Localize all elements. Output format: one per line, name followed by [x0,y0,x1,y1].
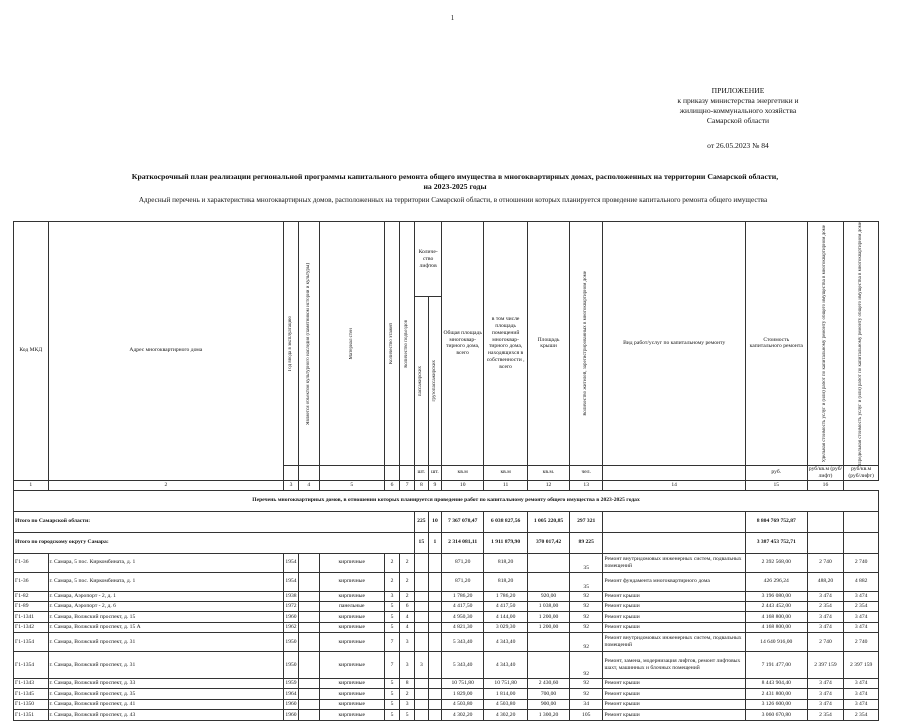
row-address: г. Самара, Волжский проспект, д. 41 [48,699,284,709]
row-area-owned: 818,20 [484,572,528,591]
row-code: Г1-1354 [14,633,49,652]
row-heritage [298,679,319,689]
row-roof-area: 900,00 [528,699,570,709]
row-area-owned: 3 029,30 [484,622,528,632]
total-residents: 297 321 [569,511,603,532]
row-lifts-cargo [428,601,442,611]
row-code: Г1-1343 [14,679,49,689]
row-lifts-cargo [428,652,442,679]
row-residents: 92 [569,689,603,699]
unit-pcs: шт. [415,465,429,480]
row-code: Г1-1354 [14,652,49,679]
title-line: Краткосрочный план реализации региональной программы капитального ремонта общего имущества в многоквартирных домах, расположенных на территории Самарской области, [131,172,779,181]
row-code: Г1-36 [14,553,49,572]
row-material: кирпичные [319,612,384,622]
row-unit-cost: 3 474 [807,612,844,622]
row-lifts-pass [415,689,429,699]
row-year: 1960 [284,699,299,709]
row-unit-cost: 3 474 [807,699,844,709]
appendix-block [648,86,828,151]
column-number: 2 [48,480,284,490]
table-row [14,591,879,601]
row-lifts-cargo [428,710,442,720]
total-region-label: Итого по Самарской области: [14,511,415,532]
header-code: Код МКД [14,222,49,481]
row-unit-cost: 3 474 [807,622,844,632]
row-roof-area: 920,00 [528,591,570,601]
title-line: на 2023-2025 годы [423,182,487,191]
row-lifts-cargo [428,622,442,632]
row-residents: 35 [569,572,603,591]
page-number: 1 [450,14,455,22]
row-material: кирпичные [319,699,384,709]
table-row [14,612,879,622]
row-unit-cost: 2 354 [807,601,844,611]
row-code: Г1-1351 [14,710,49,720]
row-residents: 92 [569,633,603,652]
row-unit-cost: 2 740 [807,553,844,572]
row-work-type: Ремонт крыши [603,679,745,689]
row-area-total: 4 503,80 [442,699,484,709]
column-number: 7 [400,480,415,490]
row-max-cost: 4 882 [844,572,879,591]
column-number: 5 [319,480,384,490]
row-max-cost: 3 474 [844,612,879,622]
unit-sqm: кв.м [484,465,528,480]
unit-rub-sqm: руб/кв.м (руб/лифт) [844,465,879,480]
row-max-cost: 2 740 [844,553,879,572]
row-address: г. Самара, Волжский проспект, д. 31 [48,633,284,652]
row-area-owned: 4 503,80 [484,699,528,709]
total-city-row [14,532,879,553]
header-entrances: Количество подъездов [404,319,410,368]
unit-pcs: шт. [428,465,442,480]
total-roof: 370 017,42 [528,532,570,553]
row-work-type: Ремонт, замена, модернизация лифтов, ремонт лифтовых шахт, машинных и блочных помещений [603,652,745,679]
total-cost: 3 387 453 752,71 [745,532,807,553]
row-floors: 2 [384,572,400,591]
unit-people: чел. [569,465,603,480]
row-entrances: 4 [400,612,415,622]
row-floors: 5 [384,679,400,689]
row-year: 1954 [284,572,299,591]
row-year: 1962 [284,622,299,632]
document-subtitle: Адресный перечень и характеристика многоквартирных домов, расположенных на территории Самарской области, в отношении которых планируется проведение капитального ремонта общего имущества [138,196,768,204]
row-lifts-cargo [428,699,442,709]
row-address: г. Самара, Волжский проспект, д. 33 [48,679,284,689]
row-floors: 7 [384,652,400,679]
table-row [14,633,879,652]
row-residents: 92 [569,652,603,679]
header-lifts-cargo: грузопассажирских [431,360,437,402]
row-code: Г1-1350 [14,699,49,709]
row-address: г. Самара, Волжский проспект, д. 15 А [48,622,284,632]
total-roof: 1 005 220,85 [528,511,570,532]
row-max-cost: 2 354 [844,601,879,611]
row-year: 1954 [284,553,299,572]
row-material: кирпичные [319,622,384,632]
row-cost: 2 443 452,00 [745,601,807,611]
row-heritage [298,591,319,601]
row-entrances: 8 [400,679,415,689]
row-lifts-pass: 3 [415,652,429,679]
header-lifts-pass: пассажирских [418,366,424,397]
row-work-type: Ремонт крыши [603,710,745,720]
table-row [14,679,879,689]
total-lifts-cargo: 1 [428,532,442,553]
header-lifts: Количе- ство лифтов [415,222,442,297]
row-work-type: Ремонт внутридомовых инженерных систем, подвальных помещений [603,553,745,572]
total-area-owned: 6 038 827,56 [484,511,528,532]
row-work-type: Ремонт фундамента многоквартирного дома [603,572,745,591]
row-code: Г1-1345 [14,689,49,699]
row-address: г. Самара, 5 пос. Киркомбината, д. 1 [48,572,284,591]
row-year: 1972 [284,601,299,611]
row-area-total: 4 821,30 [442,622,484,632]
row-unit-cost: 2 740 [807,633,844,652]
unit-rub: руб. [745,465,807,480]
row-material: кирпичные [319,591,384,601]
header-material: Материал стен [348,327,354,360]
row-floors: 5 [384,699,400,709]
row-residents: 92 [569,591,603,601]
header-unit-cost: Удельная стоимость услуг и (или) работ по капитальному ремонту общего имущества в многоквартирном доме [822,224,828,463]
row-floors: 2 [384,553,400,572]
row-address: г. Самара, Аэропорт - 2, д. 6 [48,601,284,611]
document-title [60,172,850,192]
column-numbers-row [14,480,879,490]
row-lifts-pass [415,699,429,709]
row-unit-cost: 2 397 159 [807,652,844,679]
header-area-owned: в том числе площадь помещений многоквар- тирного дома, находящихся в собственности , всего [484,222,528,466]
column-number: 11 [484,480,528,490]
row-code: Г1-1342 [14,622,49,632]
row-lifts-pass [415,591,429,601]
row-floors: 5 [384,601,400,611]
row-area-total: 4 302,20 [442,710,484,720]
row-roof-area: 1 300,20 [528,710,570,720]
row-code: Г1-89 [14,601,49,611]
row-cost: 2 392 568,00 [745,553,807,572]
appendix-date: от 26.05.2023 № 84 [707,141,769,150]
table-row [14,710,879,720]
row-address: г. Самара, Аэропорт - 2, д. 1 [48,591,284,601]
row-heritage [298,689,319,699]
row-area-owned: 4 343,40 [484,652,528,679]
row-year: 1950 [284,633,299,652]
section-title: Перечень многоквартирных домов, в отношении которых планируется проведение работ по капитальному ремонту общего имущества в 2023-2025 годах [14,490,879,511]
row-floors: 5 [384,710,400,720]
row-material: кирпичные [319,679,384,689]
total-area: 2 314 081,11 [442,532,484,553]
row-lifts-pass [415,710,429,720]
houses-table [13,221,879,721]
header-cost: Стоимость капитального ремонта [745,222,807,466]
row-area-owned: 4 343,40 [484,633,528,652]
row-max-cost: 2 354 [844,710,879,720]
row-address: г. Самара, Волжский проспект, д. 15 [48,612,284,622]
row-residents: 92 [569,601,603,611]
row-lifts-cargo [428,633,442,652]
row-residents: 34 [569,699,603,709]
row-floors: 7 [384,633,400,652]
row-address: г. Самара, 5 пос. Киркомбината, д. 1 [48,553,284,572]
row-roof-area [528,572,570,591]
row-heritage [298,612,319,622]
column-number: 12 [528,480,570,490]
row-entrances: 2 [400,572,415,591]
row-max-cost: 2 740 [844,633,879,652]
row-area-total: 4 950,30 [442,612,484,622]
section-row [14,490,879,511]
total-region-row [14,511,879,532]
row-area-owned: 1 814,00 [484,689,528,699]
row-floors: 5 [384,612,400,622]
row-cost: 3 126 600,00 [745,699,807,709]
row-cost: 426 296,24 [745,572,807,591]
row-lifts-pass [415,633,429,652]
row-lifts-cargo [428,689,442,699]
header-year: Год ввода в эксплуатацию [287,315,293,372]
row-entrances: 2 [400,591,415,601]
table-row [14,601,879,611]
header-residents: Количество жителей, зарегистрированных в многоквартирном доме [583,271,589,416]
row-cost: 3 196 080,00 [745,591,807,601]
row-lifts-cargo [428,679,442,689]
row-year: 1960 [284,710,299,720]
table-row [14,572,879,591]
row-year: 1960 [284,612,299,622]
table-row [14,622,879,632]
row-lifts-cargo [428,612,442,622]
row-lifts-pass [415,679,429,689]
header-floors: Количество этажей [389,322,395,364]
row-entrances: 3 [400,652,415,679]
table-row [14,699,879,709]
total-area: 7 367 078,47 [442,511,484,532]
unit-rub-sqm: руб/кв.м (руб/лифт) [808,465,843,479]
row-area-owned: 4 144,00 [484,612,528,622]
row-cost: 14 640 916,00 [745,633,807,652]
row-area-total: 5 343,40 [442,652,484,679]
row-heritage [298,622,319,632]
row-work-type: Ремонт внутридомовых инженерных систем, подвальных помещений [603,633,745,652]
row-work-type: Ремонт крыши [603,699,745,709]
row-work-type: Ремонт крыши [603,612,745,622]
row-address: г. Самара, Волжский проспект, д. 31 [48,652,284,679]
appendix-title: ПРИЛОЖЕНИЕ [711,86,765,95]
column-number: 16 [807,480,844,490]
total-lifts-pass: 225 [415,511,429,532]
row-area-total: 4 417,50 [442,601,484,611]
row-year: 1938 [284,591,299,601]
row-max-cost: 3 474 [844,679,879,689]
row-cost: 3 060 670,80 [745,710,807,720]
column-number: 10 [442,480,484,490]
row-entrances: 2 [400,553,415,572]
row-roof-area: 1 038,00 [528,601,570,611]
header-roof-area: Площадь крыши [528,222,570,466]
row-area-owned: 10 751,80 [484,679,528,689]
row-max-cost: 3 474 [844,622,879,632]
row-unit-cost: 2 354 [807,710,844,720]
unit-sqm: кв.м [442,465,484,480]
row-area-total: 871,20 [442,553,484,572]
row-roof-area [528,652,570,679]
row-entrances: 4 [400,622,415,632]
row-material: кирпичные [319,572,384,591]
row-unit-cost: 3 474 [807,689,844,699]
column-number: 4 [298,480,319,490]
row-material: кирпичные [319,710,384,720]
table-row [14,652,879,679]
row-unit-cost: 3 474 [807,591,844,601]
row-unit-cost: 3 474 [807,679,844,689]
column-number: 15 [745,480,807,490]
column-number: 8 [415,480,429,490]
row-max-cost: 3 474 [844,591,879,601]
row-roof-area [528,553,570,572]
row-cost: 4 168 800,00 [745,622,807,632]
header-max-cost: Предельная стоимость услуг и (или) работ по капитальному ремонту общего имущества в многоквартирном доме [858,222,864,465]
row-heritage [298,699,319,709]
row-area-total: 1 786,20 [442,591,484,601]
row-floors: 3 [384,591,400,601]
total-lifts-pass: 15 [415,532,429,553]
row-entrances: 3 [400,633,415,652]
total-area-owned: 1 911 879,90 [484,532,528,553]
row-heritage [298,572,319,591]
row-roof-area: 1 200,00 [528,622,570,632]
row-unit-cost: 488,20 [807,572,844,591]
row-material: кирпичные [319,652,384,679]
row-address: г. Самара, Волжский проспект, д. 43 [48,710,284,720]
row-area-total: 871,20 [442,572,484,591]
row-work-type: Ремонт крыши [603,689,745,699]
column-number: 9 [428,480,442,490]
column-number: 13 [569,480,603,490]
row-max-cost: 3 474 [844,689,879,699]
row-roof-area [528,633,570,652]
row-lifts-cargo [428,572,442,591]
row-material: панельные [319,601,384,611]
row-roof-area: 1 200,00 [528,612,570,622]
row-residents: 105 [569,710,603,720]
row-lifts-cargo [428,591,442,601]
row-entrances: 5 [400,710,415,720]
column-number: 6 [384,480,400,490]
row-year: 1964 [284,689,299,699]
row-lifts-pass [415,601,429,611]
row-lifts-pass [415,612,429,622]
unit-sqm: кв.м. [528,465,570,480]
appendix-line: Самарской области [706,116,770,125]
header-work-type: Вид работ/услуг по капитальному ремонту [603,222,745,466]
row-material: кирпичные [319,553,384,572]
row-max-cost: 2 397 159 [844,652,879,679]
row-material: кирпичные [319,689,384,699]
column-number: 3 [284,480,299,490]
row-heritage [298,553,319,572]
header-address: Адрес многоквартирного дома [48,222,284,481]
row-lifts-pass [415,553,429,572]
row-lifts-cargo [428,553,442,572]
table-row [14,689,879,699]
table-row [14,553,879,572]
row-floors: 5 [384,622,400,632]
row-heritage [298,601,319,611]
row-area-owned: 4 302,20 [484,710,528,720]
row-address: г. Самара, Волжский проспект, д. 35 [48,689,284,699]
row-residents: 92 [569,622,603,632]
row-entrances: 2 [400,689,415,699]
row-area-owned: 818,20 [484,553,528,572]
header-area-total: Общая площадь многоквар- тирного дома, всего [442,222,484,466]
row-residents: 92 [569,612,603,622]
row-max-cost: 3 474 [844,699,879,709]
row-work-type: Ремонт крыши [603,601,745,611]
row-entrances: 6 [400,601,415,611]
row-year: 1950 [284,652,299,679]
row-work-type: Ремонт крыши [603,622,745,632]
row-area-total: 10 751,80 [442,679,484,689]
appendix-line: жилищно-коммунального хозяйства [679,106,797,115]
row-code: Г1-1341 [14,612,49,622]
total-cost: 8 804 769 752,87 [745,511,807,532]
row-residents: 92 [569,679,603,689]
row-area-total: 1 829,00 [442,689,484,699]
row-area-total: 5 343,40 [442,633,484,652]
row-cost: 2 431 800,00 [745,689,807,699]
row-code: Г1-36 [14,572,49,591]
total-lifts-cargo: 10 [428,511,442,532]
row-roof-area: 700,00 [528,689,570,699]
row-year: 1959 [284,679,299,689]
row-cost: 7 191 477,00 [745,652,807,679]
column-number: 14 [603,480,745,490]
row-lifts-pass [415,572,429,591]
row-floors: 5 [384,689,400,699]
row-lifts-pass [415,622,429,632]
row-residents: 35 [569,553,603,572]
row-heritage [298,710,319,720]
row-heritage [298,633,319,652]
appendix-line: к приказу министерства энергетики и [677,96,799,105]
total-city-label: Итого по городскому округу Самара: [14,532,415,553]
row-code: Г1-82 [14,591,49,601]
column-number: 1 [14,480,49,490]
row-entrances: 3 [400,699,415,709]
row-heritage [298,652,319,679]
row-work-type: Ремонт крыши [603,591,745,601]
header-heritage: Является объектом культурного наследия (памятником истории и культуры) [305,262,311,425]
row-cost: 4 168 800,00 [745,612,807,622]
row-area-owned: 4 417,50 [484,601,528,611]
row-area-owned: 1 786,20 [484,591,528,601]
total-residents: 89 225 [569,532,603,553]
row-material: кирпичные [319,633,384,652]
row-roof-area: 2 430,60 [528,679,570,689]
row-cost: 8 443 904,40 [745,679,807,689]
